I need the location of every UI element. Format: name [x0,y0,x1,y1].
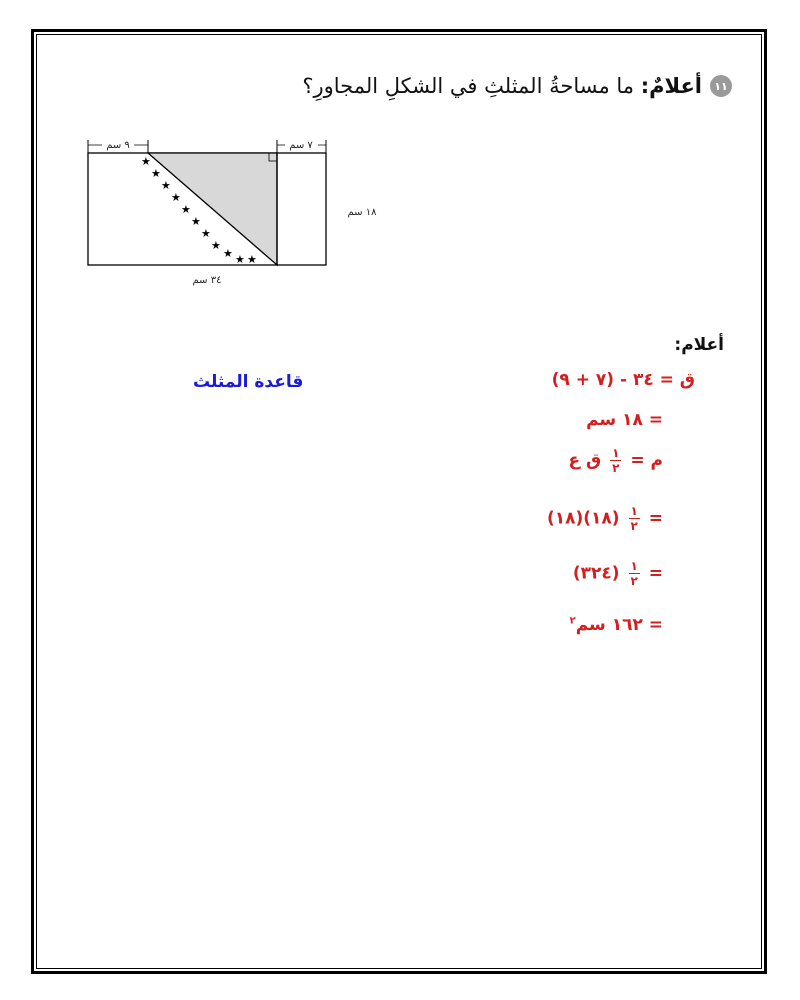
question-text: ما مساحةُ المثلثِ في الشكلِ المجاورِ؟ [302,74,635,98]
fraction-numerator: ١ [630,504,638,518]
solution-line-2: = ١٨ سم [586,410,663,430]
svg-text:★: ★ [161,179,171,192]
question-number-badge: ١١ [710,75,732,97]
line4-prefix: = [648,508,663,529]
line3-suffix: ق ع [568,450,602,471]
half-fraction [629,505,640,532]
base-note: قاعدة المثلث [193,372,304,392]
svg-text:★: ★ [151,167,161,180]
solution-line-1: ق = ٣٤ - (٧ + ٩) [551,370,695,390]
half-fraction [629,560,640,587]
svg-text:★: ★ [201,227,211,240]
half-fraction [610,447,621,474]
line4-suffix: (١٨)(١٨) [546,508,620,529]
solution-line-6 [570,615,663,635]
question-label: أعلامٌ: [640,74,702,98]
dim-height-label: ١٨ سم [347,207,377,218]
solution-heading: أعلام: [674,335,724,355]
dim-right-top-label: ٧ سم [289,140,313,151]
svg-text:★: ★ [141,155,151,168]
line6-text: = ١٦٢ سم [575,615,663,635]
line5-suffix: (٣٢٤) [572,563,620,584]
line3-prefix: م = [630,450,663,471]
svg-text:★: ★ [211,239,221,252]
question-heading [302,74,732,98]
dim-left-top-label: ٩ سم [106,140,130,151]
solution-line-3 [568,447,663,474]
svg-text:★: ★ [223,247,233,260]
squared-superscript: ٢ [569,615,576,627]
fraction-denominator: ٢ [630,519,638,533]
svg-text:★: ★ [191,215,201,228]
fraction-numerator: ١ [612,446,620,460]
dim-bottom-label: ٣٤ سم [192,275,222,286]
rectangle-triangle-figure [80,135,380,295]
solution-line-4 [547,505,663,532]
fraction-denominator: ٢ [612,461,620,475]
fraction-numerator: ١ [630,559,638,573]
line5-prefix: = [648,563,663,584]
fraction-denominator: ٢ [630,574,638,588]
svg-text:★: ★ [235,253,245,266]
svg-text:★: ★ [247,253,257,266]
solution-line-5 [573,560,663,587]
svg-text:★: ★ [181,203,191,216]
svg-text:★: ★ [171,191,181,204]
